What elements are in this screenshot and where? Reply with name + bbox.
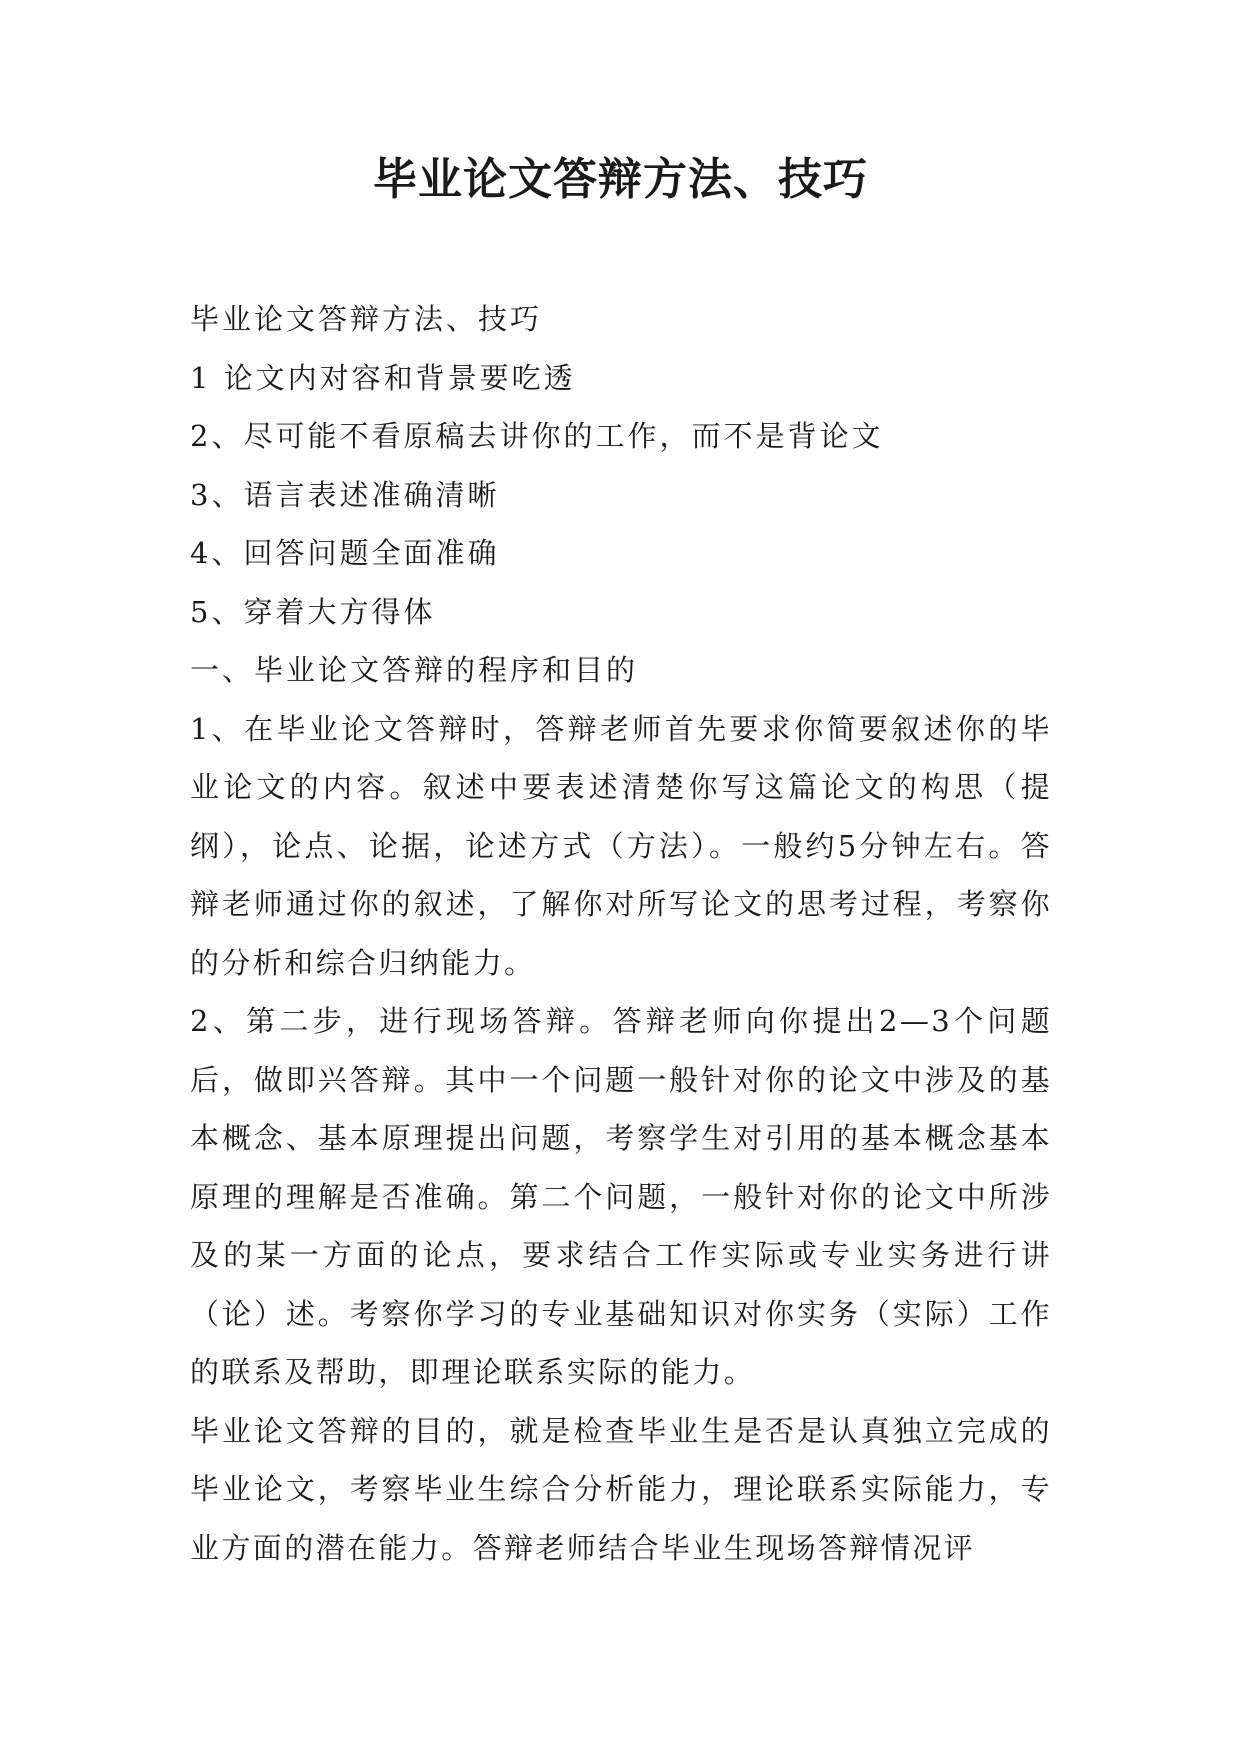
- paragraph-step-1: 1、在毕业论文答辩时，答辩老师首先要求你简要叙述你的毕业论文的内容。叙述中要表述清楚你写这篇论文的构思（提纲），论点、论据，论述方式（方法）。一般约5分钟左右。答辩老师通过你的叙述，了解你对所写论文的思考过程，考察你的分析和综合归纳能力。: [190, 711, 1052, 980]
- tip-item-5: 5、穿着大方得体: [190, 594, 436, 629]
- subtitle-line: 毕业论文答辩方法、技巧: [190, 302, 543, 336]
- tip-item-4: 4、回答问题全面准确: [190, 536, 500, 570]
- paragraph-purpose: 毕业论文答辩的目的，就是检查毕业生是否是认真独立完成的毕业论文，考察毕业生综合分析能力，理论联系实际能力，专业方面的潜在能力。答辩老师结合毕业生现场答辩情况评: [190, 1413, 1052, 1565]
- tip-item-3: 3、语言表述准确清晰: [190, 477, 500, 512]
- tip-item-2: 2、尽可能不看原稿去讲你的工作，而不是背论文: [190, 419, 884, 453]
- paragraph-step-2: 2、第二步，进行现场答辩。答辩老师向你提出2—3个问题后，做即兴答辩。其中一个问题一般针对你的论文中涉及的基本概念、基本原理提出问题，考察学生对引用的基本概念基本原理的理解是否准确。第二个问题，一般针对你的论文中所涉及的某一方面的论点，要求结合工作实际或专业实务进行讲（论）述。考察你学习的专业基础知识对你实务（实际）工作的联系及帮助，即理论联系实际的能力。: [190, 1004, 1052, 1389]
- document-body: [190, 290, 1052, 1577]
- section-heading: 一、毕业论文答辩的程序和目的: [190, 653, 639, 687]
- document-title: 毕业论文答辩方法、技巧: [373, 154, 868, 205]
- tip-item-1: 1 论文内对容和背景要吃透: [190, 360, 576, 395]
